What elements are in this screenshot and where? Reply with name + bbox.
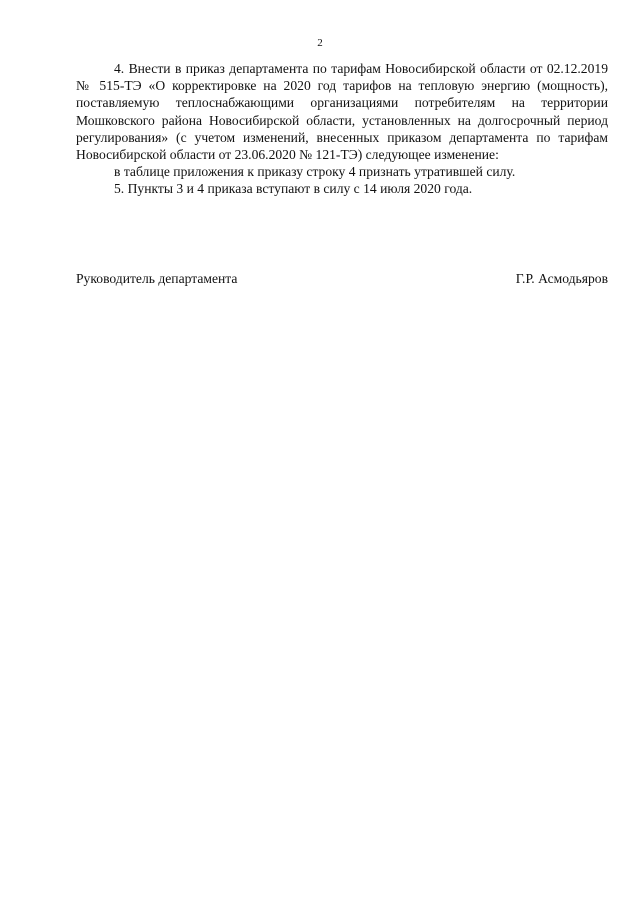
page-number: 2 [317, 37, 323, 49]
document-body [76, 60, 608, 198]
signature-block [76, 270, 608, 287]
paragraph-4-change: в таблице приложения к приказу строку 4 признать утратившей силу. [114, 164, 516, 180]
paragraph-5: 5. Пункты 3 и 4 приказа вступают в силу с 14 июля 2020 года. [114, 181, 473, 197]
paragraph-4-intro: 4. Внести в приказ департамента по тарифам Новосибирской области от 02.12.2019 № 515-ТЭ «О корректировке на 2020 год тарифов на тепловую энергию (мощность), поставляемую теплоснабжающими организациями потребителям на территории Мошковского района Новосибирской области, установленных на долгосрочный период регулирования» (с учетом изменений, внесенных приказом департамента по тарифам Новосибирской области от 23.06.2020 № 121-ТЭ) следующее изменение: [76, 61, 608, 163]
signatory-name: Г.Р. Асмодьяров [515, 271, 608, 286]
signatory-position: Руководитель департамента [76, 271, 238, 286]
